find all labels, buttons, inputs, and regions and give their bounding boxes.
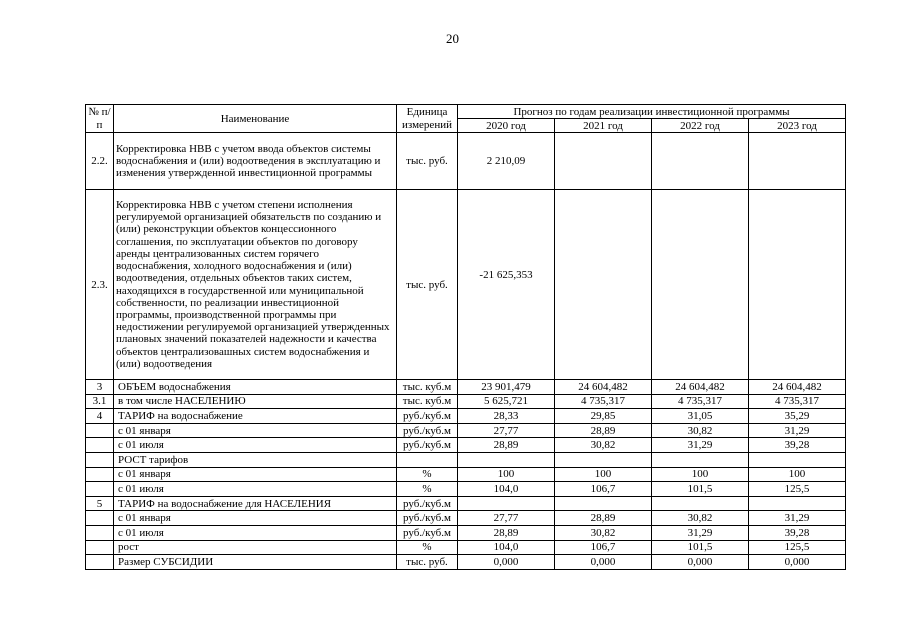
row-number xyxy=(86,467,114,482)
value-cell-2020: 104,0 xyxy=(458,540,555,555)
value-cell-2021: 30,82 xyxy=(555,438,652,453)
value-cell-2022: 100 xyxy=(652,467,749,482)
row-number xyxy=(86,423,114,438)
value-cell-2023: 31,29 xyxy=(749,423,846,438)
row-unit: % xyxy=(397,467,458,482)
row-unit: тыс. руб. xyxy=(397,133,458,190)
value-cell-2020: 28,89 xyxy=(458,525,555,540)
row-number: 2.2. xyxy=(86,133,114,190)
value-cell-2020: 28,33 xyxy=(458,409,555,424)
value-cell-2022: 31,05 xyxy=(652,409,749,424)
value-cell-2020: 23 901,479 xyxy=(458,380,555,395)
value-cell-2022: 30,82 xyxy=(652,423,749,438)
value-cell-2021: 29,85 xyxy=(555,409,652,424)
value-cell-2023: 39,28 xyxy=(749,525,846,540)
value-cell-2022 xyxy=(652,452,749,467)
value-cell-2021 xyxy=(555,133,652,190)
value-cell-2020: 100 xyxy=(458,467,555,482)
value-cell-2022: 0,000 xyxy=(652,555,749,570)
value-cell-2023: 125,5 xyxy=(749,482,846,497)
forecast-table xyxy=(85,104,846,570)
row-name: в том числе НАСЕЛЕНИЮ xyxy=(114,394,397,409)
row-name: с 01 июля xyxy=(114,482,397,497)
table-row xyxy=(86,394,846,409)
value-cell-2022: 101,5 xyxy=(652,482,749,497)
value-cell-2022: 31,29 xyxy=(652,525,749,540)
value-cell-2023 xyxy=(749,133,846,190)
row-unit: руб./куб.м xyxy=(397,511,458,526)
row-name: ТАРИФ на водоснабжение xyxy=(114,409,397,424)
value-cell-2020: 2 210,09 xyxy=(458,133,555,190)
value-cell-2023: 24 604,482 xyxy=(749,380,846,395)
row-number: 3.1 xyxy=(86,394,114,409)
value-cell-2021 xyxy=(555,452,652,467)
value-cell-2021: 30,82 xyxy=(555,525,652,540)
value-cell-2022: 31,29 xyxy=(652,438,749,453)
value-cell-2020 xyxy=(458,496,555,511)
value-cell-2023: 35,29 xyxy=(749,409,846,424)
value-cell-2021: 4 735,317 xyxy=(555,394,652,409)
row-unit: тыс. руб. xyxy=(397,190,458,380)
row-unit xyxy=(397,452,458,467)
value-cell-2023: 125,5 xyxy=(749,540,846,555)
value-cell-2022: 24 604,482 xyxy=(652,380,749,395)
header-name: Наименование xyxy=(114,105,397,133)
value-cell-2020: 5 625,721 xyxy=(458,394,555,409)
table-row xyxy=(86,540,846,555)
row-number xyxy=(86,525,114,540)
row-name: Корректировка НВВ с учетом ввода объектов системы водоснабжения и (или) водоотведения в эксплуатацию и изменения утвержденной инвестиционной программы xyxy=(114,133,397,190)
row-name: ТАРИФ на водоснабжение для НАСЕЛЕНИЯ xyxy=(114,496,397,511)
header-row-1 xyxy=(86,105,846,119)
table-body xyxy=(86,133,846,570)
row-name: Размер СУБСИДИИ xyxy=(114,555,397,570)
row-unit: руб./куб.м xyxy=(397,496,458,511)
value-cell-2021: 24 604,482 xyxy=(555,380,652,395)
table-row xyxy=(86,452,846,467)
value-cell-2021: 0,000 xyxy=(555,555,652,570)
table-row xyxy=(86,555,846,570)
table-row xyxy=(86,423,846,438)
row-name: с 01 июля xyxy=(114,525,397,540)
row-name: рост xyxy=(114,540,397,555)
row-unit: руб./куб.м xyxy=(397,438,458,453)
header-num: № п/п xyxy=(86,105,114,133)
value-cell-2023: 4 735,317 xyxy=(749,394,846,409)
header-year-2023: 2023 год xyxy=(749,119,846,133)
value-cell-2023 xyxy=(749,496,846,511)
value-cell-2020: 27,77 xyxy=(458,423,555,438)
value-cell-2023: 31,29 xyxy=(749,511,846,526)
value-cell-2020: -21 625,353 xyxy=(458,190,555,380)
value-cell-2023: 39,28 xyxy=(749,438,846,453)
table-row xyxy=(86,467,846,482)
value-cell-2023: 0,000 xyxy=(749,555,846,570)
header-year-2022: 2022 год xyxy=(652,119,749,133)
table-row xyxy=(86,496,846,511)
table-row xyxy=(86,438,846,453)
value-cell-2021: 106,7 xyxy=(555,482,652,497)
table-row xyxy=(86,133,846,190)
value-cell-2021: 28,89 xyxy=(555,511,652,526)
row-number: 4 xyxy=(86,409,114,424)
row-name: с 01 января xyxy=(114,467,397,482)
row-number xyxy=(86,438,114,453)
page-number: 20 xyxy=(446,31,459,46)
value-cell-2020: 27,77 xyxy=(458,511,555,526)
row-number: 3 xyxy=(86,380,114,395)
value-cell-2023 xyxy=(749,452,846,467)
row-number xyxy=(86,511,114,526)
row-unit: руб./куб.м xyxy=(397,409,458,424)
header-year-2020: 2020 год xyxy=(458,119,555,133)
header-forecast: Прогноз по годам реализации инвестиционной программы xyxy=(458,105,846,119)
header-year-2021: 2021 год xyxy=(555,119,652,133)
value-cell-2022 xyxy=(652,190,749,380)
table-row xyxy=(86,380,846,395)
table-row xyxy=(86,190,846,380)
value-cell-2021: 28,89 xyxy=(555,423,652,438)
value-cell-2021 xyxy=(555,496,652,511)
row-unit: тыс. куб.м xyxy=(397,380,458,395)
row-number xyxy=(86,555,114,570)
row-name: ОБЪЕМ водоснабжения xyxy=(114,380,397,395)
row-number xyxy=(86,540,114,555)
row-name: РОСТ тарифов xyxy=(114,452,397,467)
value-cell-2021: 100 xyxy=(555,467,652,482)
value-cell-2020 xyxy=(458,452,555,467)
value-cell-2022: 30,82 xyxy=(652,511,749,526)
value-cell-2021: 106,7 xyxy=(555,540,652,555)
row-name: с 01 января xyxy=(114,423,397,438)
value-cell-2023: 100 xyxy=(749,467,846,482)
value-cell-2022 xyxy=(652,133,749,190)
value-cell-2022: 4 735,317 xyxy=(652,394,749,409)
value-cell-2020: 28,89 xyxy=(458,438,555,453)
row-name: с 01 января xyxy=(114,511,397,526)
value-cell-2022: 101,5 xyxy=(652,540,749,555)
row-unit: руб./куб.м xyxy=(397,423,458,438)
row-number: 2.3. xyxy=(86,190,114,380)
value-cell-2020: 0,000 xyxy=(458,555,555,570)
table-row xyxy=(86,482,846,497)
header-unit: Единица измерений xyxy=(397,105,458,133)
table-row xyxy=(86,511,846,526)
row-unit: тыс. руб. xyxy=(397,555,458,570)
value-cell-2023 xyxy=(749,190,846,380)
value-cell-2022 xyxy=(652,496,749,511)
value-cell-2020: 104,0 xyxy=(458,482,555,497)
row-number xyxy=(86,482,114,497)
row-number xyxy=(86,452,114,467)
row-number: 5 xyxy=(86,496,114,511)
row-name: с 01 июля xyxy=(114,438,397,453)
row-unit: руб./куб.м xyxy=(397,525,458,540)
row-unit: тыс. куб.м xyxy=(397,394,458,409)
row-unit: % xyxy=(397,540,458,555)
value-cell-2021 xyxy=(555,190,652,380)
row-unit: % xyxy=(397,482,458,497)
row-name: Корректировка НВВ с учетом степени исполнения регулируемой организацией обязательств по созданию и (или) реконструкции объектов концессионного соглашения, по эксплуатации объектов по договору аренды централизованных систем горячего водоснабжения, холодного водоснабжения и (или) водоотведения, отдельных объектов таких систем, находящихся в государственной или муниципальной собственности, по реализации инвестиционной программы, производственной программы при недостижении регулируемой организацией утвержденных плановых значений показателей надежности и качества объектов централизовашных систем водоснабжения и (или) водоотведения xyxy=(114,190,397,380)
table-row xyxy=(86,409,846,424)
table-row xyxy=(86,525,846,540)
